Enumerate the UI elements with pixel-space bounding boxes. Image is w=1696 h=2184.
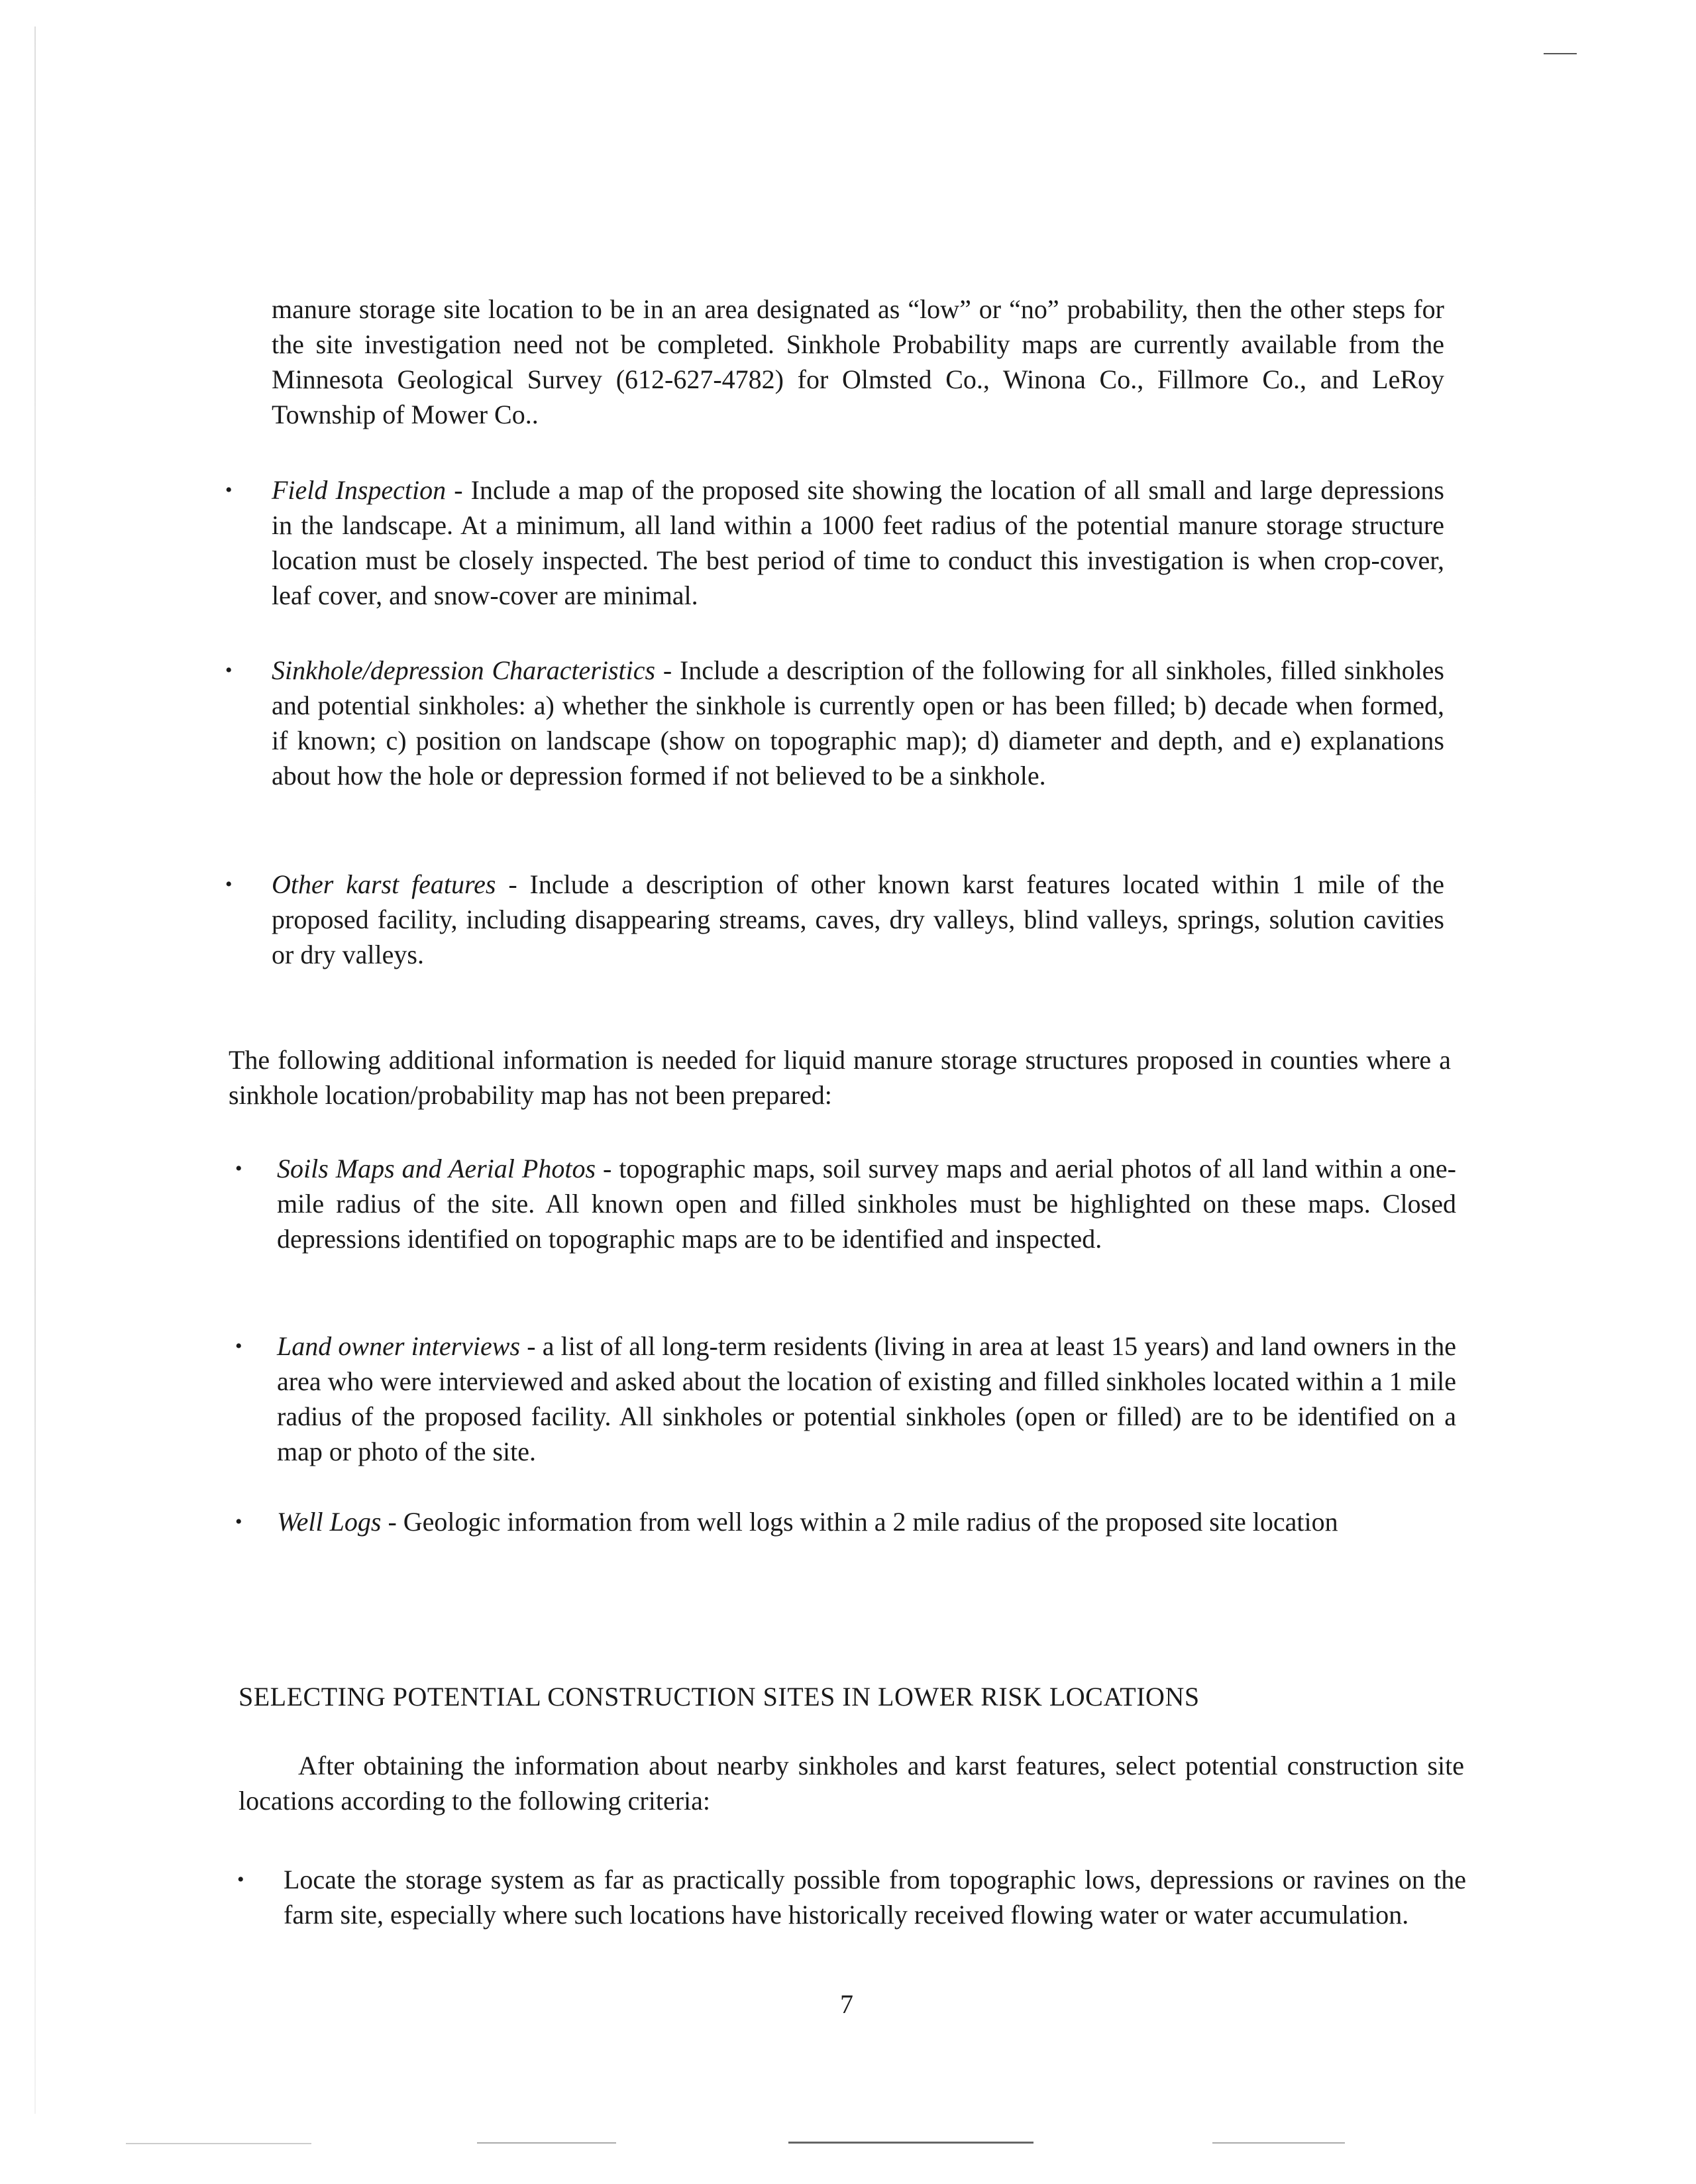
item-label: Other karst features [272, 869, 496, 899]
item-text: - Include a map of the proposed site showing the location of all small and large depressions in the landscape. At a minimum, all land within a 1000 feet radius of the potential manure storage structure location must be closely inspected. The best period of time to conduct this investigation is when crop-cover, leaf cover, and snow-cover are minimal. [272, 475, 1444, 610]
item-text: - Include a description of the following for all sinkholes, filled sinkholes and potential sinkholes: a) whether the sinkhole is currently open or has been filled; b) decade when formed, if known; c) position on landscape (show on topographic map); d) diameter and depth, and e) explanations about how the hole or depression formed if not believed to be a sinkhole. [272, 655, 1444, 791]
scan-artifact [788, 2142, 1034, 2144]
item-label: Soils Maps and Aerial Photos [277, 1154, 596, 1183]
item-label: Sinkhole/depression Characteristics [272, 655, 656, 685]
item-label: Land owner interviews [277, 1331, 521, 1361]
scan-artifact [126, 2143, 311, 2144]
scan-artifact [1212, 2142, 1345, 2144]
bullet-icon: • [235, 1335, 242, 1357]
list-item-locate-storage: Locate the storage system as far as practically possible from topographic lows, depressions or ravines on the farm site, especially where such locations have historically received flowing water or water accumulation. [284, 1865, 1466, 1930]
bullet-icon: • [225, 479, 233, 501]
intro-paragraph: manure storage site location to be in an area designated as “low” or “no” probability, then the other steps for the site investigation need not be completed. Sinkhole Probability maps are currently available from the Minnesota Geological Survey (612-627-4782) for Olmsted Co., Winona Co., Fillmore Co., and LeRoy Township of Mower Co.. [272, 294, 1444, 429]
item-text: - topographic maps, soil survey maps and aerial photos of all land within a one-mile radius of the site. All known open and filled sinkholes must be highlighted on these maps. Closed depressions identified on topographic maps are to be identified and inspected. [277, 1154, 1456, 1254]
list-item-well-logs [277, 1504, 1456, 1539]
item-text: - a list of all long-term residents (living in area at least 15 years) and land owners in the area who were interviewed and asked about the location of existing and filled sinkholes located within a 1 mile radius of the proposed facility. All sinkholes or potential sinkholes (open or filled) are to be identified on a map or photo of the site. [277, 1331, 1456, 1466]
list-item-field-inspection [272, 472, 1444, 613]
bullet-icon: • [225, 873, 233, 895]
list-item-other-karst-features [272, 867, 1444, 972]
list-item-land-owner-interviews [277, 1329, 1456, 1469]
scan-edge-line [34, 27, 36, 2114]
section-paragraph: After obtaining the information about nearby sinkholes and karst features, select potential construction site locations according to the following criteria: [238, 1751, 1464, 1816]
scan-artifact [477, 2142, 616, 2144]
bullet-icon: • [235, 1511, 242, 1533]
section-heading: SELECTING POTENTIAL CONSTRUCTION SITES IN LOWER RISK LOCATIONS [238, 1682, 1200, 1712]
additional-info-paragraph: The following additional information is needed for liquid manure storage structures proposed in counties where a sinkhole location/probability map has not been prepared: [229, 1045, 1451, 1110]
item-label: Well Logs [277, 1507, 382, 1537]
item-text: - Geologic information from well logs within a 2 mile radius of the proposed site location [381, 1507, 1338, 1537]
page-number: 7 [840, 1989, 853, 2019]
bullet-icon: • [225, 659, 233, 681]
list-item-soils-maps [277, 1151, 1456, 1256]
item-text: - Include a description of other known karst features located within 1 mile of the proposed facility, including disappearing streams, caves, dry valleys, blind valleys, springs, solution cavities or dry valleys. [272, 869, 1444, 969]
bullet-icon: • [237, 1869, 244, 1890]
list-item-sinkhole-characteristics [272, 653, 1444, 793]
scan-artifact [1544, 53, 1577, 54]
bullet-icon: • [235, 1158, 242, 1179]
item-label: Field Inspection [272, 475, 447, 505]
